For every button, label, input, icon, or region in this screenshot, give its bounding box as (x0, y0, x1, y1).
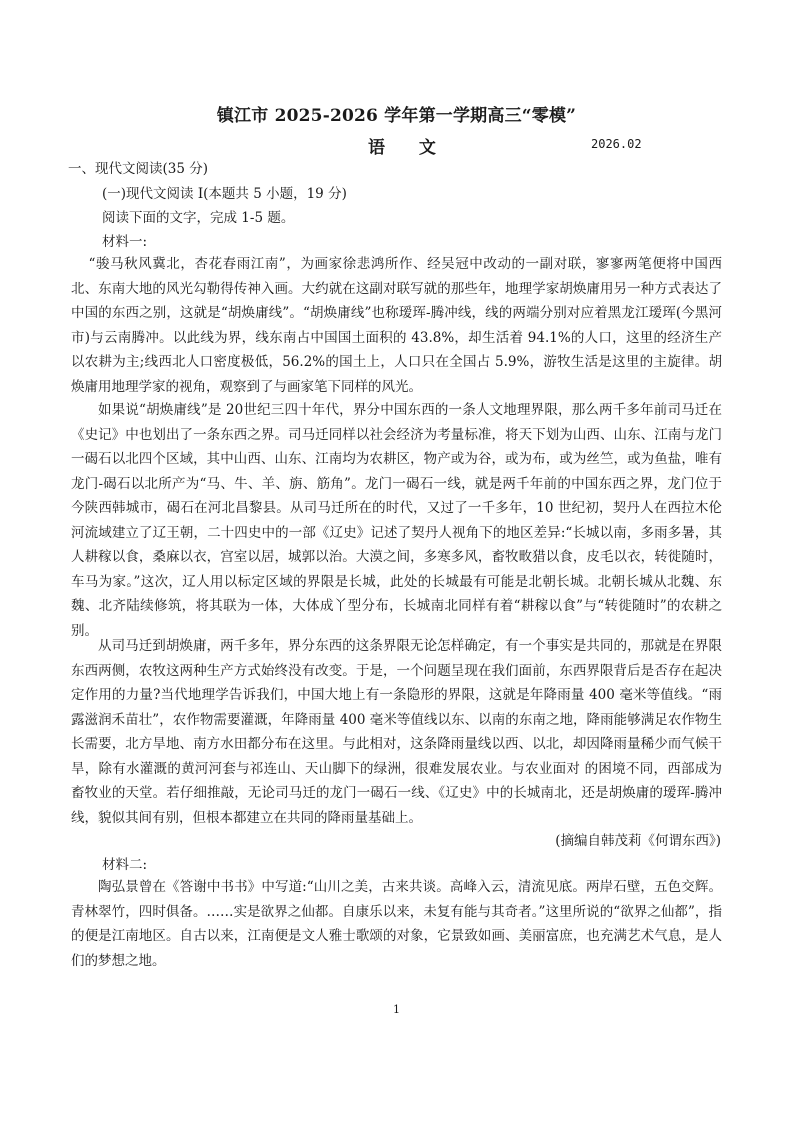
subject-title: 语 文 (368, 138, 450, 158)
material2-paragraph-1: 陶弘景曾在《答谢中书书》中写道:“山川之美，古来共谈。高峰入云，清流见底。两岸石壁，五色交辉。青林翠竹，四时俱备。……实是欲界之仙都。自康乐以来，未复有能与其奇者。”这里所说的“欲界之仙都”，指的便是江南地区。自古以来，江南便是文人雅士歌颂的对象，它景致如画、美丽富庶，也充满艺术气息，是人们的梦想之地。 (71, 879, 722, 969)
exam-title: 镇江市 2025-2026 学年第一学期高三“零模” (216, 106, 577, 126)
material2-label: 材料二: (102, 857, 148, 873)
material1-paragraph-1: “骏马秋风冀北，杏花春雨江南”，为画家徐悲鸿所作、经吴冠中改动的一副对联，寥寥两笔便将中国西北、东南大地的风光勾勒得传神入画。大约就在这副对联写就的那些年，地理学家胡焕庸用另一种方式表达了中国的东西之别，这就是“胡焕庸线”。“胡焕庸线”也称瑷珲-腾冲线，线的两端分别对应着黑龙江瑷珲(今黑河市)与云南腾冲。以此线为界，线东南占中国国土面积的 43.8%，却生活着 94.1%的人口，这里的经济生产以农耕为主;线西北人口密度极低，56.2%的国土上，人口只在全国占 5.9%，游牧生活是这里的主旋律。胡焕庸用地理学家的视角，观察到了与画家笔下同样的风光。 (71, 256, 722, 395)
material1-source: (摘编自韩茂莉《何谓东西》) (555, 833, 721, 849)
material1-paragraph-3: 从司马迁到胡焕庸，两千多年，界分东西的这条界限无论怎样确定，有一个事实是共同的，那就是在界限东西两侧，农牧这两种生产方式始终没有改变。于是，一个问题呈现在我们面前，东西界限背后是否存在起决定作用的力量?当代地理学告诉我们，中国大地上有一条隐形的界限，这就是年降雨量 400 毫米等值线。“雨露滋润禾苗壮”，农作物需要灌溉，年降雨量 400 毫米等值线以东、以南的东南之地，降雨能够满足农作物生长需要，北方旱地、南方水田都分布在这里。与此相对，这条降雨量线以西、以北，却因降雨量稀少而气候干旱，除有水灌溉的黄河河套与祁连山、天山脚下的绿洲，很难发展农业。与农业面对 的困境不同，西部成为畜牧业的天堂。若仔细推敲，无论司马迁的龙门一碣石一线、《辽史》中的长城南北，还是胡焕庸的瑷珲-腾冲线，貌似其间有别，但根本都建立在共同的降雨量基础上。 (71, 638, 722, 826)
exam-date: 2026.02 (591, 137, 642, 151)
reading-instruction: 阅读下面的文字，完成 1-5 题。 (102, 210, 295, 226)
part-heading: (一)现代文阅读 I(本题共 5 小题，19 分) (102, 186, 347, 202)
page-number: 1 (393, 1003, 400, 1016)
material1-label: 材料一: (102, 234, 148, 250)
section-heading: 一、现代文阅读(35 分) (68, 161, 209, 177)
material1-paragraph-2: 如果说“胡焕庸线”是 20世纪三四十年代，界分中国东西的一条人文地理界限，那么两千多年前司马迁在《史记》中也划出了一条东西之界。司马迁同样以社会经济为考量标准，将天下划为山西、山东、江南与龙门一碣石以北四个区域，其中山西、山东、江南均为农耕区，物产或为谷，或为布，或为丝竺，或为鱼盐，唯有龙门-碣石以北所产为“马、牛、羊、旃、筋角”。龙门一碣石一线，就是两千年前的中国东西之界，龙门位于今陕西韩城市，碣石在河北昌黎县。从司马迁所在的时代，又过了一千多年，10 世纪初，契丹人在西拉木伦河流域建立了辽王朝，二十四史中的一部《辽史》记述了契丹人视角下的地区差异:“长城以南，多雨多暑，其人耕稼以食，桑麻以衣，宫室以居，城郭以治。大漠之间，多寒多风，畜牧畋猎以食，皮毛以衣，转徙随时，车马为家。”这次，辽人用以标定区域的界限是长城，此处的长城最有可能是北朝长城。北朝长城从北魏、东魏、北齐陆续修筑，将其联为一体，大体成丫型分布，长城南北同样有着“耕稼以食”与“转徙随时”的农耕之别。 (71, 402, 722, 639)
